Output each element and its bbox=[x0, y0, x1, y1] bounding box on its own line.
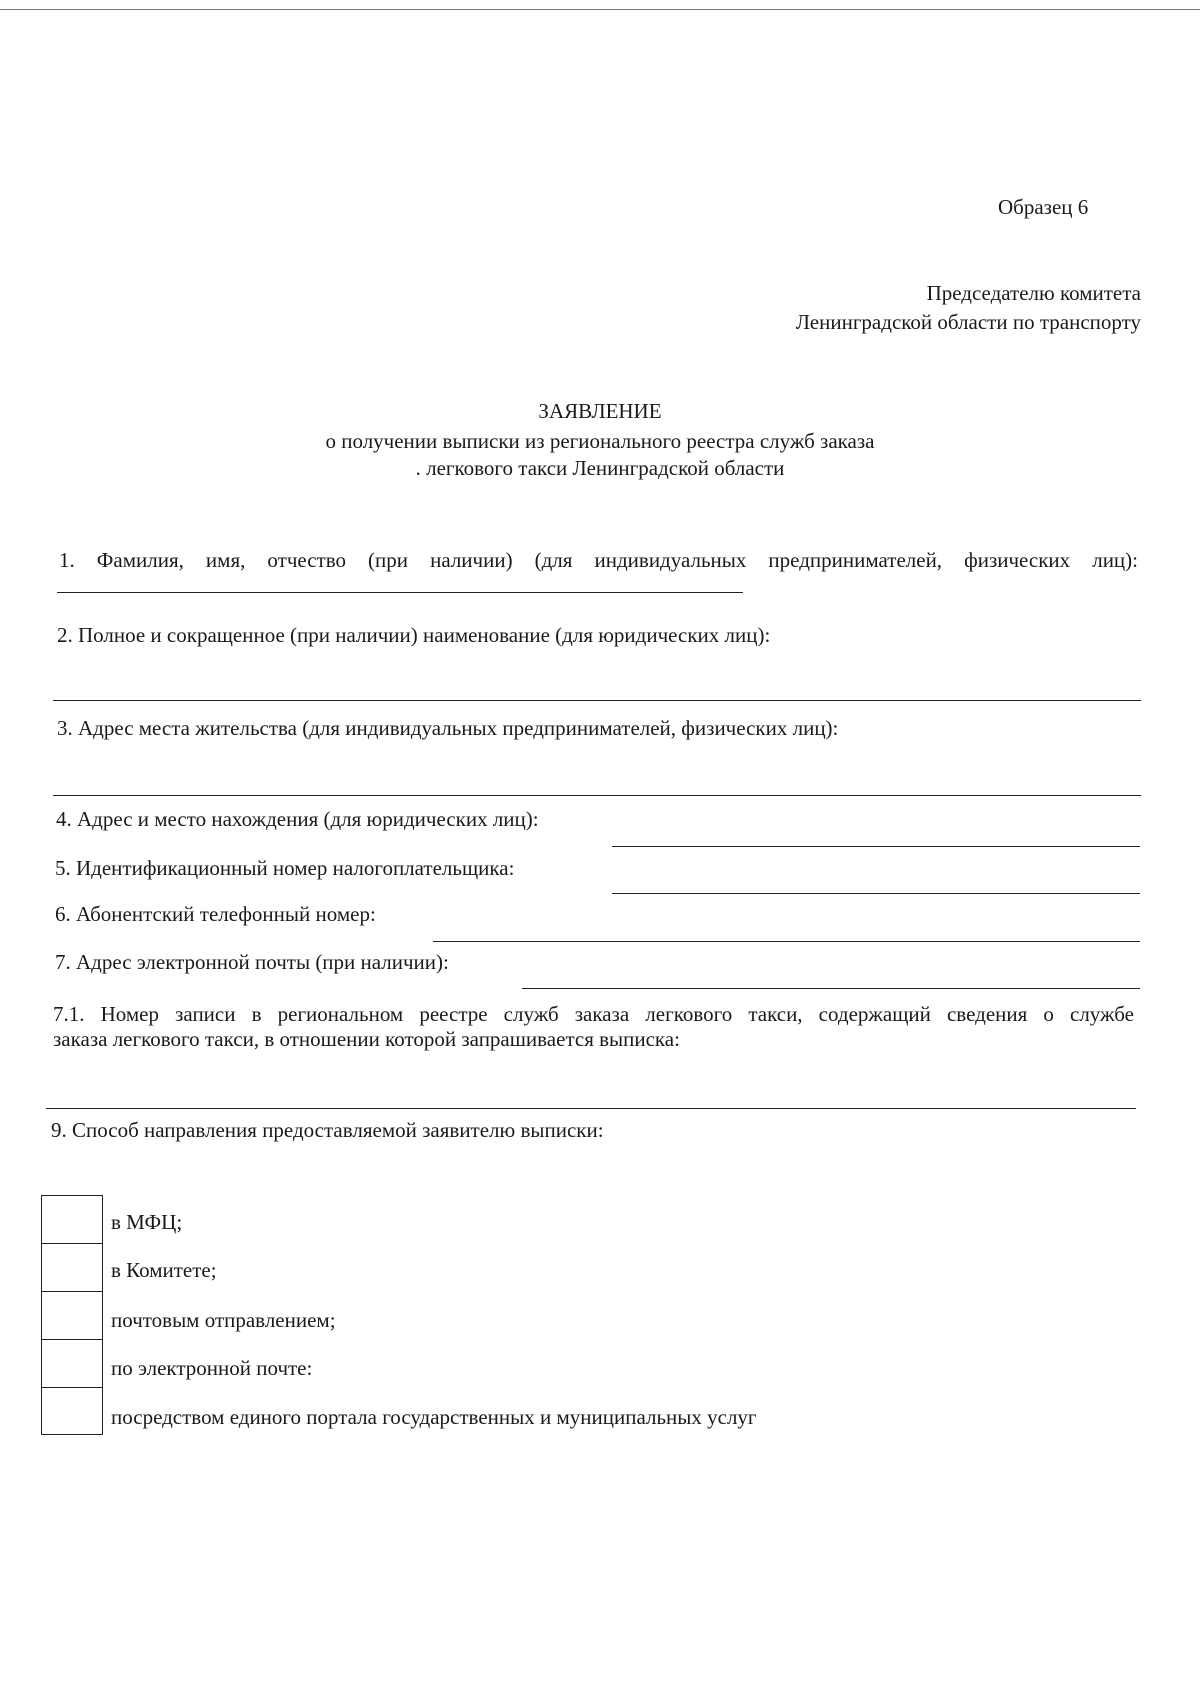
field-9-label: 9. Способ направления предоставляемой заявителю выписки: bbox=[51, 1118, 604, 1142]
delivery-options-checkboxes bbox=[41, 1195, 103, 1435]
option-committee-label: в Комитете; bbox=[111, 1258, 217, 1282]
field-6-input-line[interactable] bbox=[433, 941, 1140, 942]
field-6-label: 6. Абонентский телефонный номер: bbox=[55, 902, 376, 926]
option-postal-label: почтовым отправлением; bbox=[111, 1308, 336, 1332]
field-7-1-input-line[interactable] bbox=[46, 1108, 1136, 1109]
field-3-input-line[interactable] bbox=[53, 795, 1141, 796]
field-7-label: 7. Адрес электронной почты (при наличии): bbox=[55, 950, 449, 974]
checkbox-gosuslugi-portal[interactable] bbox=[41, 1387, 103, 1435]
checkbox-postal[interactable] bbox=[41, 1291, 103, 1339]
page-top-border bbox=[0, 9, 1200, 10]
document-title: ЗАЯВЛЕНИЕ bbox=[538, 399, 662, 423]
field-1-input-line[interactable] bbox=[57, 592, 743, 593]
document-subtitle-line-1: о получении выписки из регионального реестра служб заказа bbox=[325, 429, 875, 453]
field-2-label: 2. Полное и сокращенное (при наличии) наименование (для юридических лиц): bbox=[57, 623, 771, 647]
field-7-1-label-line-2: заказа легкового такси, в отношении которой запрашивается выписка: bbox=[53, 1027, 680, 1051]
field-5-input-line[interactable] bbox=[612, 893, 1140, 894]
option-email-label: по электронной почте: bbox=[111, 1356, 313, 1380]
checkbox-mfc[interactable] bbox=[41, 1195, 103, 1243]
checkbox-committee[interactable] bbox=[41, 1243, 103, 1291]
field-7-1-label-line-1: 7.1. Номер записи в региональном реестре служб заказа легкового такси, содержащий сведения о службе bbox=[53, 1002, 1134, 1026]
field-4-label: 4. Адрес и место нахождения (для юридических лиц): bbox=[56, 807, 539, 831]
option-gosuslugi-portal-label: посредством единого портала государственных и муниципальных услуг bbox=[111, 1405, 757, 1429]
field-3-label: 3. Адрес места жительства (для индивидуальных предпринимателей, физических лиц): bbox=[57, 716, 839, 740]
addressee-line-1: Председателю комитета bbox=[926, 281, 1141, 305]
field-7-input-line[interactable] bbox=[522, 988, 1140, 989]
sample-label: Образец 6 bbox=[998, 195, 1089, 219]
field-5-label: 5. Идентификационный номер налогоплательщика: bbox=[55, 856, 515, 880]
field-1-label: 1. Фамилия, имя, отчество (при наличии) (для индивидуальных предпринимателей, физических лиц): bbox=[59, 548, 1138, 572]
document-subtitle-line-2: . легкового такси Ленинградской области bbox=[415, 456, 785, 480]
field-4-input-line[interactable] bbox=[612, 846, 1140, 847]
checkbox-email[interactable] bbox=[41, 1339, 103, 1387]
option-mfc-label: в МФЦ; bbox=[111, 1210, 183, 1234]
field-2-input-line[interactable] bbox=[53, 700, 1141, 701]
addressee-line-2: Ленинградской области по транспорту bbox=[795, 310, 1141, 334]
